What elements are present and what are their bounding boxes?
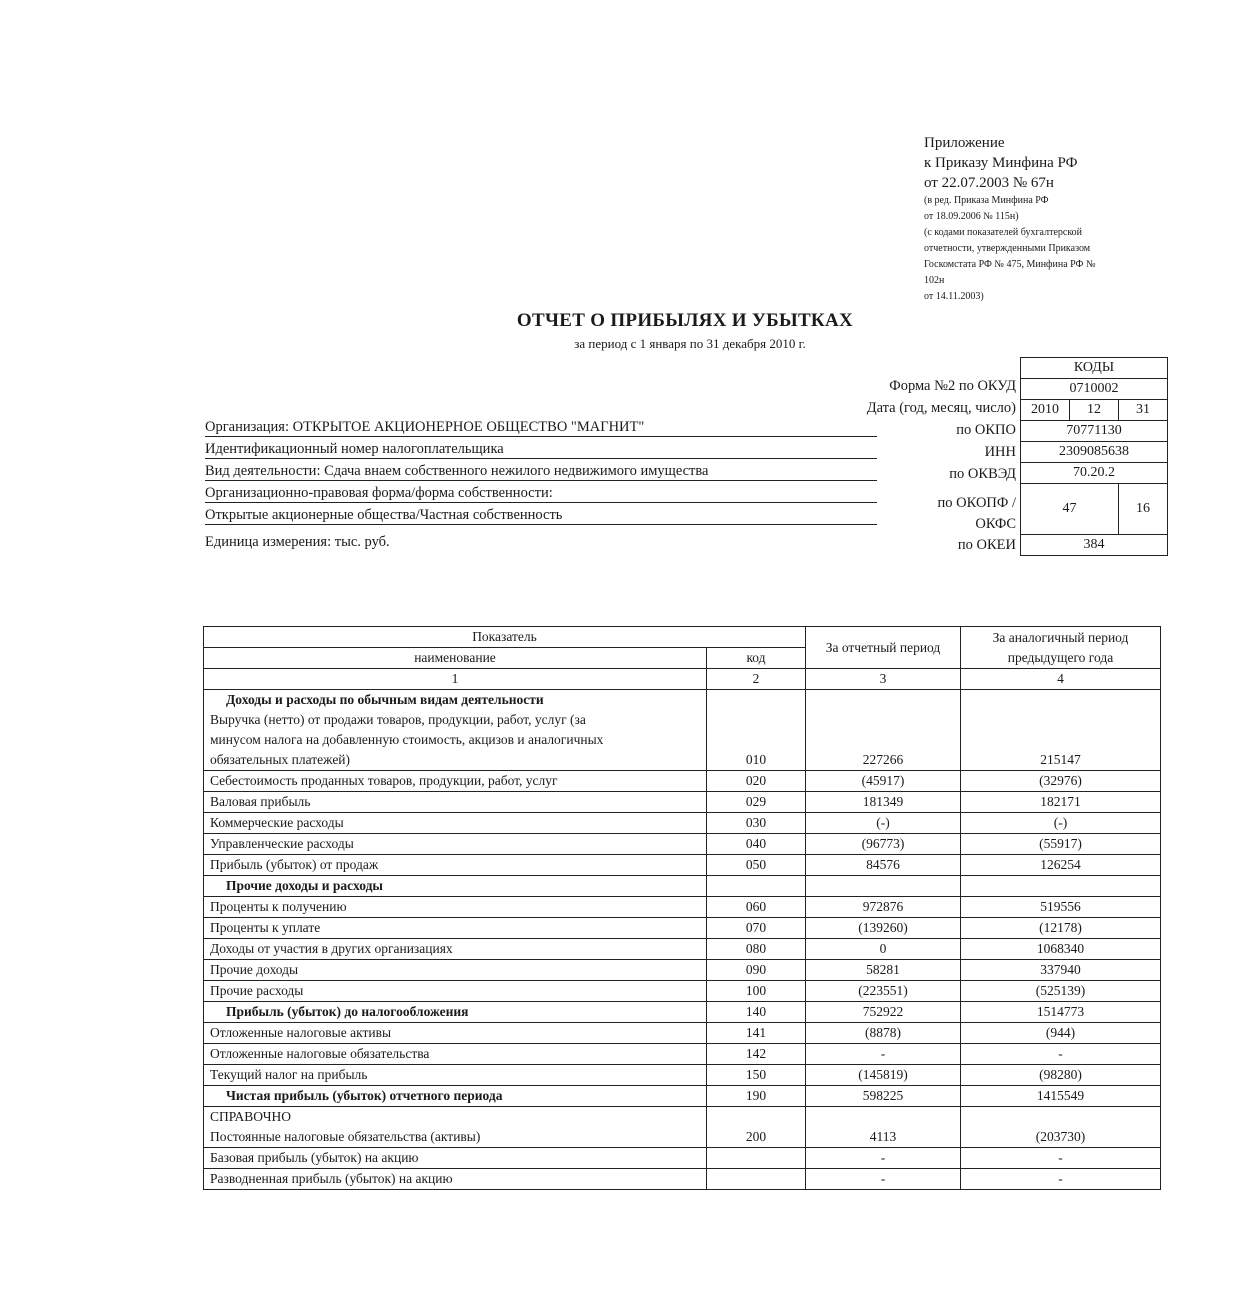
row-code: 040 — [707, 834, 806, 855]
row-current: (223551) — [806, 981, 961, 1002]
okopf-label: по ОКОПФ / — [937, 495, 1016, 511]
row-name: Базовая прибыль (убыток) на акцию — [204, 1148, 707, 1169]
reference-code: 200 — [707, 1107, 806, 1148]
row-name: Доходы от участия в других организациях — [204, 939, 707, 960]
income-statement-table — [203, 626, 1161, 1190]
row-current: (45917) — [806, 771, 961, 792]
document-period: за период с 1 января по 31 декабря 2010 г. — [574, 336, 806, 351]
revenue-cell — [204, 690, 707, 771]
row-current: 752922 — [806, 1002, 961, 1023]
row-code: 100 — [707, 981, 806, 1002]
row-name: Прибыль (убыток) от продаж — [204, 855, 707, 876]
appendix-note-line: (в ред. Приказа Минфина РФ — [924, 195, 1049, 206]
okopf-value: 47 — [1021, 484, 1119, 535]
row-previous: 182171 — [961, 792, 1161, 813]
row-code: 029 — [707, 792, 806, 813]
row-previous: (32976) — [961, 771, 1161, 792]
row-name: Отложенные налоговые активы — [204, 1023, 707, 1044]
row-code: 020 — [707, 771, 806, 792]
legal-form-label: Организационно-правовая форма/форма собственности: — [205, 485, 877, 503]
table-row — [204, 897, 1161, 918]
row-code: 140 — [707, 1002, 806, 1023]
table-row — [204, 1065, 1161, 1086]
row-name: Прочие доходы — [204, 960, 707, 981]
revenue-current: 227266 — [806, 690, 961, 771]
header-code: код — [707, 648, 806, 669]
okud-value: 0710002 — [1021, 379, 1168, 400]
table-row — [204, 1002, 1161, 1023]
table-row — [204, 960, 1161, 981]
date-day: 31 — [1119, 400, 1168, 421]
row-previous: (525139) — [961, 981, 1161, 1002]
reference-name: Постоянные налоговые обязательства (активы) — [210, 1129, 481, 1144]
appendix-note — [924, 133, 1174, 305]
okpo-value: 70771130 — [1021, 421, 1168, 442]
column-number: 1 — [204, 669, 707, 690]
table-row — [204, 1148, 1161, 1169]
reference-current: 4113 — [806, 1107, 961, 1148]
row-previous: - — [961, 1044, 1161, 1065]
appendix-line: Приложение — [924, 135, 1005, 151]
row-current: 0 — [806, 939, 961, 960]
appendix-note-line: отчетности, утвержденными Приказом — [924, 243, 1091, 254]
rows-per-share — [204, 1148, 1161, 1190]
appendix-note-line: (с кодами показателей бухгалтерской — [924, 227, 1083, 238]
row-code: 050 — [707, 855, 806, 876]
row-code: 080 — [707, 939, 806, 960]
appendix-note-line: от 18.09.2006 № 115н) — [924, 211, 1019, 222]
okud-label: Форма №2 по ОКУД — [889, 378, 1016, 394]
appendix-line: от 22.07.2003 № 67н — [924, 175, 1054, 191]
header-previous-line2: предыдущего года — [1007, 649, 1114, 665]
inn-label: ИНН — [984, 444, 1016, 460]
row-name: Отложенные налоговые обязательства — [204, 1044, 707, 1065]
row-code: 142 — [707, 1044, 806, 1065]
row-previous: - — [961, 1148, 1161, 1169]
date-year: 2010 — [1021, 400, 1070, 421]
row-previous: (-) — [961, 813, 1161, 834]
row-name: Коммерческие расходы — [204, 813, 707, 834]
row-previous: 337940 — [961, 960, 1161, 981]
section-heading: Прочие доходы и расходы — [204, 876, 707, 897]
row-code: 070 — [707, 918, 806, 939]
row-code: 190 — [707, 1086, 806, 1107]
column-number: 3 — [806, 669, 961, 690]
table-row — [204, 834, 1161, 855]
row-name: Текущий налог на прибыль — [204, 1065, 707, 1086]
row-previous: (944) — [961, 1023, 1161, 1044]
row-current: (-) — [806, 813, 961, 834]
row-code: 141 — [707, 1023, 806, 1044]
legal-form-value: Открытые акционерные общества/Частная собственность — [205, 507, 877, 525]
table-row — [204, 792, 1161, 813]
row-name: Проценты к уплате — [204, 918, 707, 939]
row-current: - — [806, 1044, 961, 1065]
header-previous-period — [961, 627, 1161, 669]
revenue-previous: 215147 — [961, 690, 1161, 771]
row-current: (96773) — [806, 834, 961, 855]
row-code: 150 — [707, 1065, 806, 1086]
row-previous: 126254 — [961, 855, 1161, 876]
reference-cell — [204, 1107, 707, 1148]
activity-type: Вид деятельности: Сдача внаем собственного нежилого недвижимого имущества — [205, 463, 877, 481]
row-code: 060 — [707, 897, 806, 918]
row-code: 030 — [707, 813, 806, 834]
row-name: Разводненная прибыль (убыток) на акцию — [204, 1169, 707, 1190]
inn-value: 2309085638 — [1021, 442, 1168, 463]
codes-header: КОДЫ — [1021, 358, 1168, 379]
date-label: Дата (год, месяц, число) — [866, 400, 1016, 416]
row-current: 972876 — [806, 897, 961, 918]
row-name: Чистая прибыль (убыток) отчетного периода — [204, 1086, 707, 1107]
row-name: Прибыль (убыток) до налогообложения — [204, 1002, 707, 1023]
row-current: (145819) — [806, 1065, 961, 1086]
row-name: Валовая прибыль — [204, 792, 707, 813]
row-current: 598225 — [806, 1086, 961, 1107]
revenue-name-line2: минусом налога на добавленную стоимость, акцизов и аналогичных — [210, 732, 604, 747]
table-row — [204, 1086, 1161, 1107]
section-heading: Доходы и расходы по обычным видам деятельности — [226, 692, 544, 707]
rows-other — [204, 897, 1161, 1107]
appendix-line: к Приказу Минфина РФ — [924, 155, 1078, 171]
table-row — [204, 855, 1161, 876]
table-row — [204, 939, 1161, 960]
row-previous: 1415549 — [961, 1086, 1161, 1107]
header-name: наименование — [204, 648, 707, 669]
table-row — [204, 1023, 1161, 1044]
rows-ordinary — [204, 771, 1161, 876]
row-current: - — [806, 1169, 961, 1190]
okfs-label: ОКФС — [975, 516, 1016, 532]
row-previous: (98280) — [961, 1065, 1161, 1086]
date-month: 12 — [1070, 400, 1119, 421]
revenue-name-line1: Выручка (нетто) от продажи товаров, продукции, работ, услуг (за — [210, 712, 586, 727]
revenue-code: 010 — [707, 690, 806, 771]
revenue-name-line3: обязательных платежей) — [210, 752, 351, 767]
header-previous-line1: За аналогичный период — [992, 629, 1129, 645]
row-previous: 1514773 — [961, 1002, 1161, 1023]
appendix-note-line: от 14.11.2003) — [924, 291, 984, 302]
row-name: Себестоимость проданных товаров, продукции, работ, услуг — [204, 771, 707, 792]
okved-value: 70.20.2 — [1021, 463, 1168, 484]
column-number: 4 — [961, 669, 1161, 690]
appendix-note-line: 102н — [924, 275, 945, 286]
row-previous: 519556 — [961, 897, 1161, 918]
header-current-period: За отчетный период — [806, 627, 961, 669]
table-row — [204, 771, 1161, 792]
row-current: 84576 — [806, 855, 961, 876]
row-current: (8878) — [806, 1023, 961, 1044]
table-row — [204, 981, 1161, 1002]
row-previous: (12178) — [961, 918, 1161, 939]
appendix-note-line: Госкомстата РФ № 475, Минфина РФ № — [924, 259, 1096, 270]
row-code: 090 — [707, 960, 806, 981]
row-previous: - — [961, 1169, 1161, 1190]
taxpayer-id-label: Идентификационный номер налогоплательщика — [205, 441, 877, 459]
table-row — [204, 1169, 1161, 1190]
unit-of-measure: Единица измерения: тыс. руб. — [205, 534, 390, 550]
row-name: Управленческие расходы — [204, 834, 707, 855]
okpo-label: по ОКПО — [956, 422, 1016, 438]
table-row — [204, 918, 1161, 939]
row-code — [707, 1148, 806, 1169]
row-code — [707, 1169, 806, 1190]
row-current: - — [806, 1148, 961, 1169]
okei-label: по ОКЕИ — [957, 537, 1016, 553]
organization-name: Организация: ОТКРЫТОЕ АКЦИОНЕРНОЕ ОБЩЕСТВО "МАГНИТ" — [205, 419, 877, 437]
row-previous: (55917) — [961, 834, 1161, 855]
okved-label: по ОКВЭД — [949, 466, 1016, 482]
document-title: ОТЧЕТ О ПРИБЫЛЯХ И УБЫТКАХ — [516, 310, 854, 331]
codes-table — [1020, 357, 1168, 556]
row-name: Прочие расходы — [204, 981, 707, 1002]
okfs-value: 16 — [1119, 484, 1168, 535]
row-name: Проценты к получению — [204, 897, 707, 918]
row-current: (139260) — [806, 918, 961, 939]
row-previous: 1068340 — [961, 939, 1161, 960]
row-current: 181349 — [806, 792, 961, 813]
table-row — [204, 1044, 1161, 1065]
reference-previous: (203730) — [961, 1107, 1161, 1148]
column-number: 2 — [707, 669, 806, 690]
table-row — [204, 813, 1161, 834]
okei-value: 384 — [1021, 535, 1168, 556]
row-current: 58281 — [806, 960, 961, 981]
reference-title: СПРАВОЧНО — [210, 1109, 291, 1124]
header-indicator: Показатель — [204, 627, 806, 648]
